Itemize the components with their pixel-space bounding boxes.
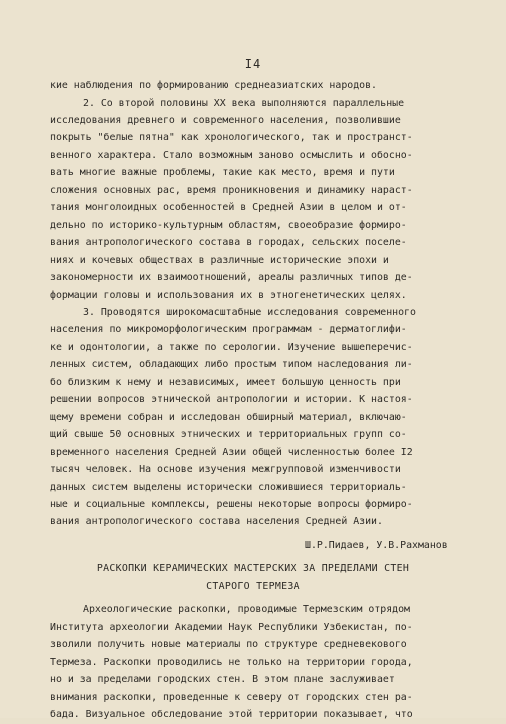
text-line: Археологические раскопки, проводимые Термезским отрядом — [83, 604, 410, 616]
text-line: вания антропологического состава населения Средней Азии. — [50, 516, 383, 528]
text-line: исследования древнего и современного населения, позволившие — [50, 114, 401, 126]
text-line: щему времени собран и исследован обширный материал, включаю- — [50, 411, 407, 423]
text-line: щий свыше 50 основных этнических и территориальных групп со- — [50, 429, 407, 441]
text-line: бо близким к нему и независимых, имеет большую ценность при — [50, 376, 401, 388]
text-line: формации головы и использования их в этногенетических целях. — [50, 289, 407, 301]
text-line: населения по микроморфологическим программам - дерматоглифи- — [50, 324, 407, 336]
text-line: вания антропологического состава в городах, сельских поселе- — [50, 237, 407, 249]
text-line: тысяч человек. На основе изучения межгрупповой изменчивости — [50, 464, 401, 476]
text-line: ленных систем, обладающих либо простым типом наследования ли- — [50, 359, 413, 371]
text-line: ниях и кочевых обществах в различные исторические эпохи и — [50, 254, 389, 266]
article-title-line-2: СТАРОГО ТЕРМЕЗА — [206, 580, 300, 592]
text-line: ке и одонтологии, а также по серологии. Изучение вышеперечис- — [50, 341, 413, 353]
text-line: покрыть "белые пятна" как хронологического, так и пространст- — [50, 132, 413, 144]
text-line: 3. Проводятся широкомасштабные исследования современного — [83, 306, 416, 318]
text-line: дельно по историко-культурным областям, своеобразие формиро- — [50, 219, 407, 231]
text-line: решении вопросов этнической антропологии и истории. К настоя- — [50, 394, 413, 406]
text-line: бада. Визуальное обследование этой территории показывает, что — [50, 709, 413, 720]
text-line: данных систем выделены исторически сложившиеся территориаль- — [50, 481, 407, 493]
text-line: вать многие важные проблемы, такие как место, время и пути — [50, 167, 395, 179]
text-line: Термеза. Раскопки проводились не только на территории города, — [50, 656, 413, 668]
text-line: внимания раскопки, проведенные к северу от городских стен ра- — [50, 691, 413, 703]
text-line: венного характера. Стало возможным заново осмыслить и обосно- — [50, 149, 413, 161]
text-line: тания монголоидных особенностей в Средней Азии в целом и от- — [50, 202, 407, 214]
text-line: зволили получить новые материалы по структуре средневекового — [50, 639, 407, 651]
text-line: закономерности их взаимоотношений, ареалы различных типов де- — [50, 272, 413, 283]
text-line: сложения основных рас, время проникновения и динамику нараст- — [50, 184, 413, 196]
text-line: 2. Со второй половины XX века выполняются параллельные — [83, 97, 405, 109]
text-line: кие наблюдения по формированию среднеазиатских народов. — [50, 80, 377, 91]
text-line: временного населения Средней Азии общей численностью более I2 — [50, 446, 413, 458]
text-line: Института археологии Академии Наук Республики Узбекистан, по- — [50, 621, 413, 633]
author-signature: Ш.Р.Пидаев, У.В.Рахманов — [305, 539, 448, 551]
text-line: ные и социальные комплексы, решены некоторые вопросы формиро- — [50, 499, 413, 510]
text-line: но и за пределами городских стен. В этом плане заслуживает — [50, 674, 395, 686]
article-title-line-1: РАСКОПКИ КЕРАМИЧЕСКИХ МАСТЕРСКИХ ЗА ПРЕДЕЛАМИ СТЕН — [96, 563, 410, 575]
page-number: I4 — [244, 57, 262, 71]
